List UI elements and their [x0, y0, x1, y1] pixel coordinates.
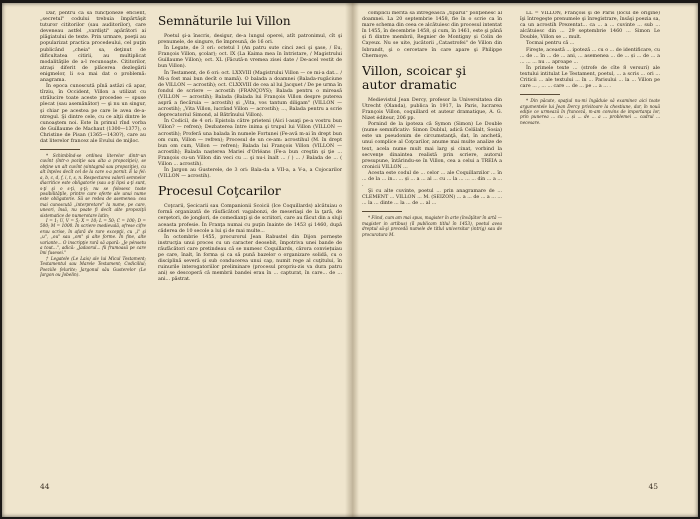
paragraph: În octombrie 1455, procurorul Jean Rabustel din Dijon pornește instrucţia unui proces cu un caracter deosebit, împotriva unei bande de răufăcători care pretindeau că se numesc Coquillards, cărora conviețuiau pe care, înalt, în forma și ca să pună bazelor o organizare solidă, cu o disciplină severă și sub conducerea unui cap, numit rege al cuţitului, în ruinurile interogatoriilor preliminare (procesul propriu-zis va dura patru ani) se descoperă că membrii bandei erau în ... capturat, în care... de ... ani... păstrat. — [158, 234, 342, 283]
page-number-right: 45 — [648, 482, 658, 491]
right-page — [362, 11, 662, 511]
footnote: * Schimbînd-se ordinea literelor dintr-un cuvînt (într-o poziţie sau alta a propoziţiei), se obţine un alt cuvînt (sintagmă sau propoziţie), cu alt înţeles decît cel de la care s-a pornit. E la fel: a, b, c, d, f, i, t, s, n. Respectarea valorii semnelor diacritice este obligatorie (sau a-ţi lipsi a-ţi sunt, s-ţi şi o s-ţi, ş-ţi; nu se folosesc toate posibilităţile, printre care oferte ale unui nume este obligatorie. Să se redea de asemenea: cea mai cunoscută „interpretare" la nume, pe care, uneori, însă, nu poate fi decît alte propoziţii sistematice de numerotare latin; — [40, 153, 146, 218]
paragraph: În Legate, de 3 ori: octetul I (An patru sute cinci zeci şi şase, / Eu, François Villon, şcolar); oct. IX (La Kaima mea în întristare, / Magistrului Guillaume Villon); oct. XL (Făcută-n vremea zisei date / De-acel vestit de bun Villon). — [158, 46, 342, 70]
left-column-2 — [158, 11, 342, 473]
footnote: I = 1; U, V = 5; X = 10; L = 50; C = 100; D = 500; M = 1000. În scriere medievală, ofrese cifre erau scrise, în afară de rare excepţii, cu „i" şi „u", „ou" sau „om" şi alte forme. În fine, alte variante... O inscripţie rară să apară: „Je pénsetu a tout...", adică: „Jadaorul... fii frumoasă pe care îmi fusesei." — [40, 217, 146, 256]
left-page — [40, 11, 340, 511]
paragraph: complicii merită să întregească „tiparul" poliţienesc al doamnei. La 20 septembrie 1458, fie în o scrie ca în mare schema din ceea ce alcătuiesc din procesul intentat în 1455, în decembrie 1458, şi cum, în 1461, este şi până și fi dintre membrii, Regnier de Montigny și Colin de Cayeux. Nu se uite, jucătorii „Catastrofei" de Villon din Isbrandt, şi o cercetare în care apare şi Philippe Chermoye. — [362, 11, 502, 59]
paragraph: În Jargon au Gusterele, de 3 ori: Bala-da a VII-a, a V-a, a Cojocarilor (VILLON — acrostih). — [158, 168, 342, 180]
paragraph: Acesta este codul de ... celor ... ale Coquillarzilor ... în ... de la ... in... ... și ... a ... al ... cu ... la ... ... ... din ... a ... . — [362, 170, 502, 189]
paragraph: Poetul şi-a înscris, desigur, de-a lungul operei, atît patronimul, cît şi prenumele, de singure, fie împreună, de 16 ori. — [158, 34, 342, 46]
footnote-rule — [520, 94, 560, 95]
page-number-left: 44 — [40, 482, 50, 491]
paragraph: Tocmai pentru că ... — [526, 41, 575, 47]
footnote: † Legatele (Le Lais) ale lui Micul Testament; Testamentul sau Marele Testament; Codicillul; Poeziile felurite; Jargonul său Gusterelor (Le Jargon ou Jobelin). — [40, 255, 146, 277]
section-heading-semnaturile: Semnăturile lui Villon — [158, 14, 291, 28]
paragraph: Pornind de la ipoteza că Symon (Simon) Le Double (nume semnificativ: Simon Dublul, adică Celălalt, Sosia) este un pseudonim de circumstanţă, dat, în anchetă, unui complice al Coţcarilor, anume mai multe analize de text, acela nume mult mai larg și cinat, vorbind la secvenţe dinaintea realistă prin scriere, autorul presupune, întărindu-se în Villon, cea a celui a TREIA a cronicii VILLON ... — [362, 122, 502, 170]
right-column-2 — [520, 11, 660, 473]
section-heading-villon-scoicar: Villon, scoicar şi autor dramatic — [362, 62, 467, 92]
paragraph: În epoca cunoscută pînă astăzi că apar, tîrziu, în Occident, Villon a utilizat cu strălucire toate aceste procedee — spuse plecat (sau asemănător) — şi nu un singur, şi chiar pe acestea pe care le avea de-a-ntregul. Şi dintre cele, cu ce alţii dintre le cunoaştem noi. Este în primul rînd vorba de Guillaume de Machaut (1300—1377), o Christine de Pisan (1365—1430?), care au dat literelor francez ale Evului de mijloc. — [40, 84, 146, 144]
paragraph: Şi cu alte cuvinte, poetul ... prin anagramare de ... CLEMENT ... VILLON ... M. (SEIZON) ... a ... de ... a ... ... ... la ... dinte ... la ... de ... al ... — [362, 189, 502, 207]
paragraph: În Codicil, de 4 ori: Epistola către prieteni (Aici l-asaţi pe-a vostru bun Villon? — refren); Dezbaterea între inima şi trupul lui Villon (VILLON — acrostih); Proferă una balada în numele Fortunei (Fe-avă m-ai în drept bun om cum, Villon — refren); Procesul de un ce-am: acrostihul (M. în drept bun om cum, Villon — refren); Balada lui François Villon (VILLON — acrostih); Balada nașterea Mariei d'Orléans (Fe-a bun creştin şi ţie ... François cu-un Villon din veci cu ... şi nu-i înalt ... / ) ... / Balada de ... ( Villon ... acrostih). — [158, 119, 342, 167]
right-column-1 — [362, 11, 502, 473]
book-spread — [2, 3, 698, 517]
section-heading-procesul: Procesul Coţcarilor — [158, 183, 281, 199]
left-column-1 — [40, 11, 146, 473]
footnote-rule — [40, 149, 80, 150]
paragraph: Medievistul Jean Dercy, profesor la Universitatea din Utrecht (Olanda), publica în 1917, la Paris, lucrarea François Villon, coquillard et auteur dramatique, A. G. Nizet éditeur, 206 pp. — [362, 97, 502, 122]
paragraph: LL = VILLON, François şi de Paris (locul de origine) îşi întregeşte prenumele şi înregistrare, însăşi poezia sa, ca un acrostih Prezentat... ca ... a ... cuvinte ... sub ... alcătuiesc din ... 29 septembrie 1460 ... Simon Le Double, Villon se ... mult. — [520, 11, 660, 41]
paragraph: Dar, pentru ca să funcţioneze eficient, „secretul" codului trebuia împărtăşit tuturor cititorilor (sau auditorilor), care deveneau astfel „vardişti" apărători ai plăgiatului de texte. Prin urmare, poeţii au popularizat practica procedeului, cel puţin publicând „cheia" sa, deţinut de dificultatea citirii, au multiplicat modalităţile de a-l recunoaşte. Cititorilor, atraşi diferit de plăcerea dezlegării enigmelor, li s-a mai dat o problemă: anagrama. — [40, 11, 146, 84]
footnote: * Din păcate, spaţiul nu-mi îngăduie să examinez aici toate argumentele lui Jean Dercy privitoare la chestiune, dar, în nouă ediţie ce urmează în franceză, m-am convins de importanţa lor, prin punerea ... cu ... și ... de ... a ... problemei ... cadrul ... necesare. — [520, 98, 660, 125]
paragraph: În Testament, de 6 ori: oct. LXXVIII (Magistrului Villon — ce mi-a dat... / Mi-a fost mai bun decît o mamă). O balada a doamnei (Balada-rugăciune de VILLON — acrostih); oct. CLXXVIII de cea al lui Jacquet / De pe urma în fondul de scriere — acrostih (FRANÇOYS); Balada pentru o mireasă (VILLON — acrostih); Balada (Balada lui François Villon despre puterea aspră a fiecăruia — acrostih) și „Vita, vos tantum diligam" (VILLON — acrostih); „Vita Villon, lucrând Villon — acrostih); ..., Balada pentru a scrie deprecatoriul Simond, al Bătrînului Villon). — [158, 70, 342, 119]
book-gutter — [345, 3, 359, 517]
footnote-rule — [362, 211, 402, 212]
paragraph: Fireşte, această ... ipoteză ... cu o ... de identificare, cu ... de ... în ... de ... ani, ... asemenea ... de ... și ... de ... a ... ... ... nu ... aproape ... — [520, 47, 660, 65]
footnote: * Fiind, cum am mai spus, magister în arte (învăţător în artă — magister in artibus) (îl publicam titlul în 1453), poetul avea dreptul să-şi precedă numele de titlul universitar (intrig) sau de procuratura M. — [362, 215, 502, 237]
paragraph: În primele texte ... (strofe de cîte 8 versuri) ale textului intitulat Le Testament, poetul, ... a scris ... ori ... Criticii ... ale textului ... în ... Parisului ... la ... Villon pe care ... , ... ... care ... de ... pe ... a ... . — [520, 65, 660, 90]
paragraph: Coţcarii, Şecicarii sau Companionii Scoicii (Ice Coquillards) alcătuiau o formă organizată de răufăcători vagabonzi, de meseriaşi de la ţară, de cerşetori, de jonglori, de comedianţi şi de scriitori, care au făcut din a sluji aceasta profesie. În Franţa numai cu puţin înainte de 1453 şi 1460, după căderea de 10 secole a lui şi de mai multe... — [158, 204, 342, 234]
